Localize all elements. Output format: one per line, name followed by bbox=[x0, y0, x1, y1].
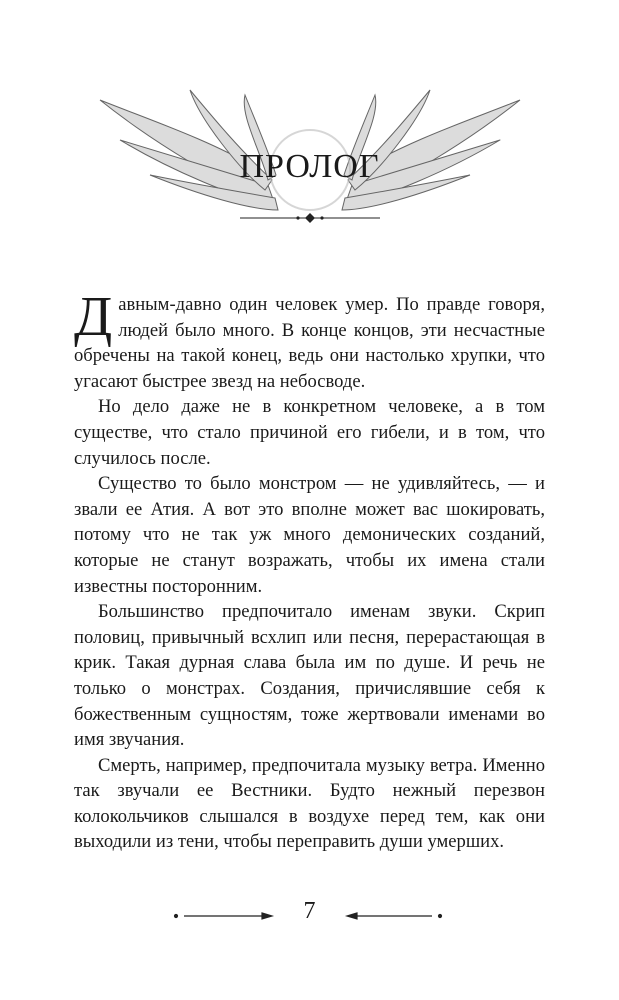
paragraph: Существо то было монстром — не удивляйтесь, — и звали ее Атия. А вот это вполне может вас шокировать, потому что не так уж много демонических созданий, которые не станут возражать, чтобы их имена стали известны посторонним. bbox=[74, 473, 545, 597]
body-text bbox=[74, 286, 545, 855]
paragraph: Смерть, например, предпочитала музыку ветра. Именно так звучали ее Вестники. Будто нежный перезвон колокольчиков слышался в воздухе перед тем, как они выходили из тени, чтобы переправить души умерших. bbox=[74, 754, 545, 853]
page-footer bbox=[0, 895, 619, 935]
paragraph: Большинство предпочитало именам звуки. Скрип половиц, привычный всхлип или песня, перерастающая в крик. Такая дурная слава была им по душе. И речь не только о монстрах. Создания, причислявшие себя к божественным сущностям, тоже жертвовали именами во имя звучания. bbox=[74, 601, 545, 751]
paragraph: Давным-давно один человек умер. По правде говоря, людей было много. В конце концов, эти несчастные обречены на такой конец, ведь они настолько хрупки, что угасают быстрее звезд на небосводе. bbox=[74, 286, 545, 392]
page-number: 7 bbox=[303, 898, 316, 924]
paragraph: Но дело даже не в конкретном человеке, а в том существе, что стало причиной его гибели, и в том, что случилось после. bbox=[74, 396, 545, 469]
chapter-title: ПРОЛОГ bbox=[239, 148, 380, 185]
drop-cap: Д bbox=[74, 286, 113, 348]
